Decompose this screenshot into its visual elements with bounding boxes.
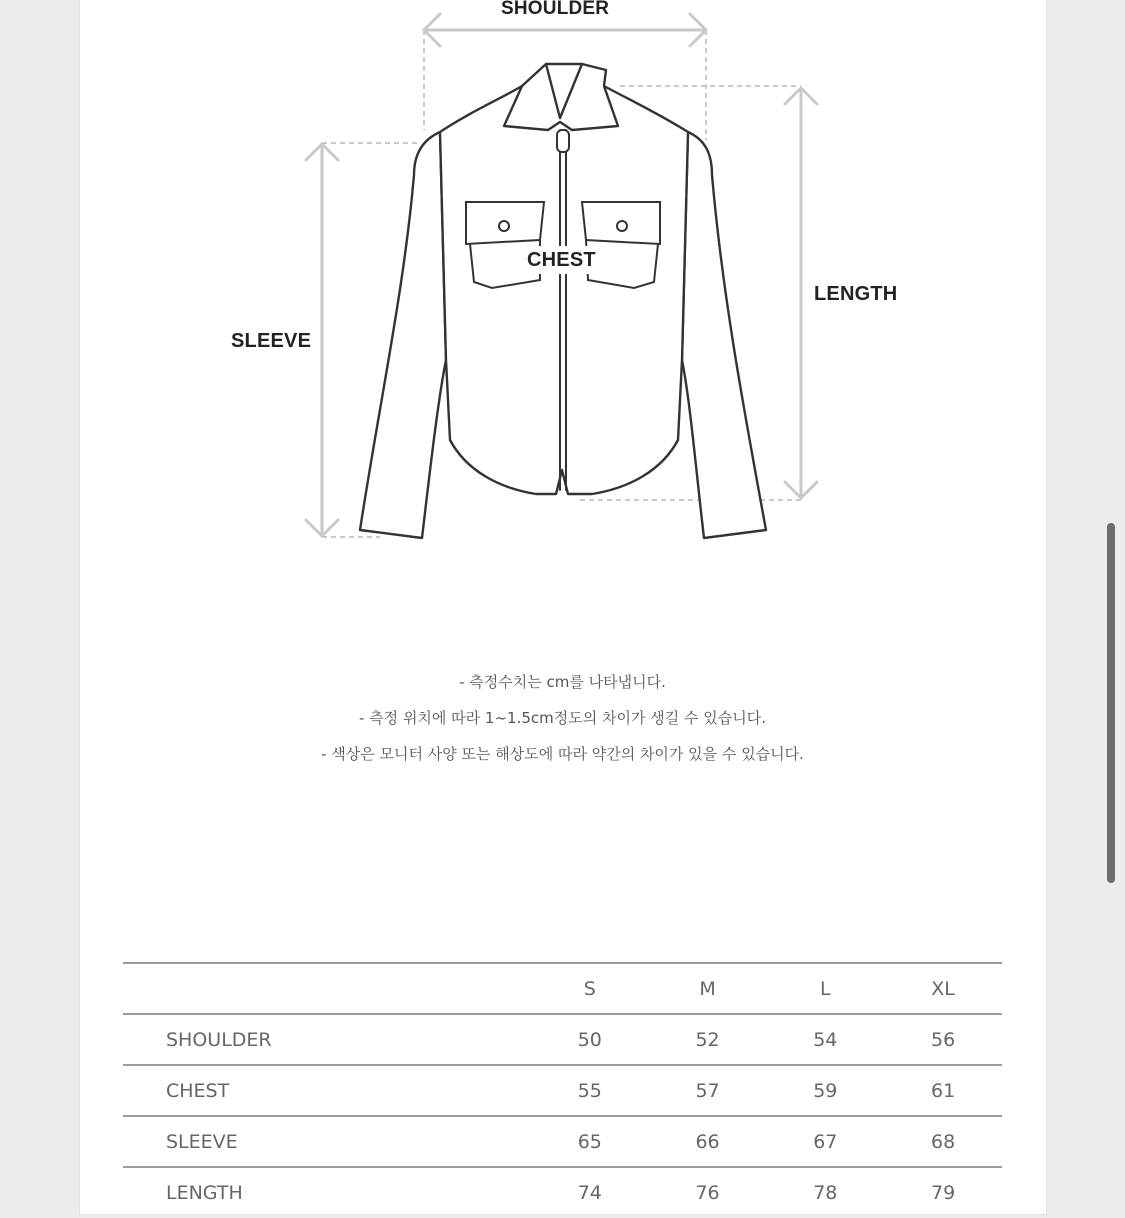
row-label: SHOULDER: [166, 1028, 272, 1051]
cell-value: 66: [695, 1130, 720, 1153]
cell-value: 61: [931, 1079, 956, 1102]
cell-value: 56: [931, 1028, 956, 1051]
column-header: S: [583, 977, 596, 1000]
table-row: [123, 1116, 1002, 1167]
shoulder-label: SHOULDER: [501, 0, 610, 19]
row-label: LENGTH: [166, 1182, 243, 1204]
cell-value: 59: [813, 1079, 838, 1102]
table-row: [123, 1167, 1002, 1218]
cell-value: 74: [577, 1182, 602, 1204]
table-row: [123, 1065, 1002, 1116]
column-header: L: [820, 977, 831, 1000]
table-row: [123, 1014, 1002, 1065]
cell-value: 78: [813, 1182, 838, 1204]
note-line: - 측정 위치에 따라 1~1.5cm정도의 차이가 생길 수 있습니다.: [359, 709, 766, 727]
row-label: SLEEVE: [166, 1130, 238, 1153]
row-label: CHEST: [166, 1079, 230, 1102]
cell-value: 54: [813, 1028, 838, 1051]
length-label: LENGTH: [814, 283, 898, 305]
column-header: M: [699, 977, 716, 1000]
cell-value: 76: [695, 1182, 720, 1204]
cell-value: 55: [577, 1079, 602, 1102]
jacket-diagram: [0, 0, 1125, 600]
table-header-row: [123, 963, 1002, 1014]
scrollbar-thumb[interactable]: [1107, 523, 1115, 883]
column-header: XL: [931, 977, 955, 1000]
sleeve-label: SLEEVE: [231, 330, 312, 352]
size-table: [123, 962, 1002, 1218]
cell-value: 68: [931, 1130, 956, 1153]
measurement-notes: [0, 664, 1125, 772]
cell-value: 57: [695, 1079, 720, 1102]
note-line: - 색상은 모니터 사양 또는 해상도에 따라 약간의 차이가 있을 수 있습니다.: [321, 745, 804, 763]
cell-value: 67: [813, 1130, 838, 1153]
note-line: - 측정수치는 cm를 나타냅니다.: [459, 673, 666, 691]
cell-value: 65: [577, 1130, 602, 1153]
cell-value: 79: [931, 1182, 956, 1204]
cell-value: 50: [577, 1028, 602, 1051]
chest-label: CHEST: [527, 249, 596, 271]
cell-value: 52: [695, 1028, 720, 1051]
